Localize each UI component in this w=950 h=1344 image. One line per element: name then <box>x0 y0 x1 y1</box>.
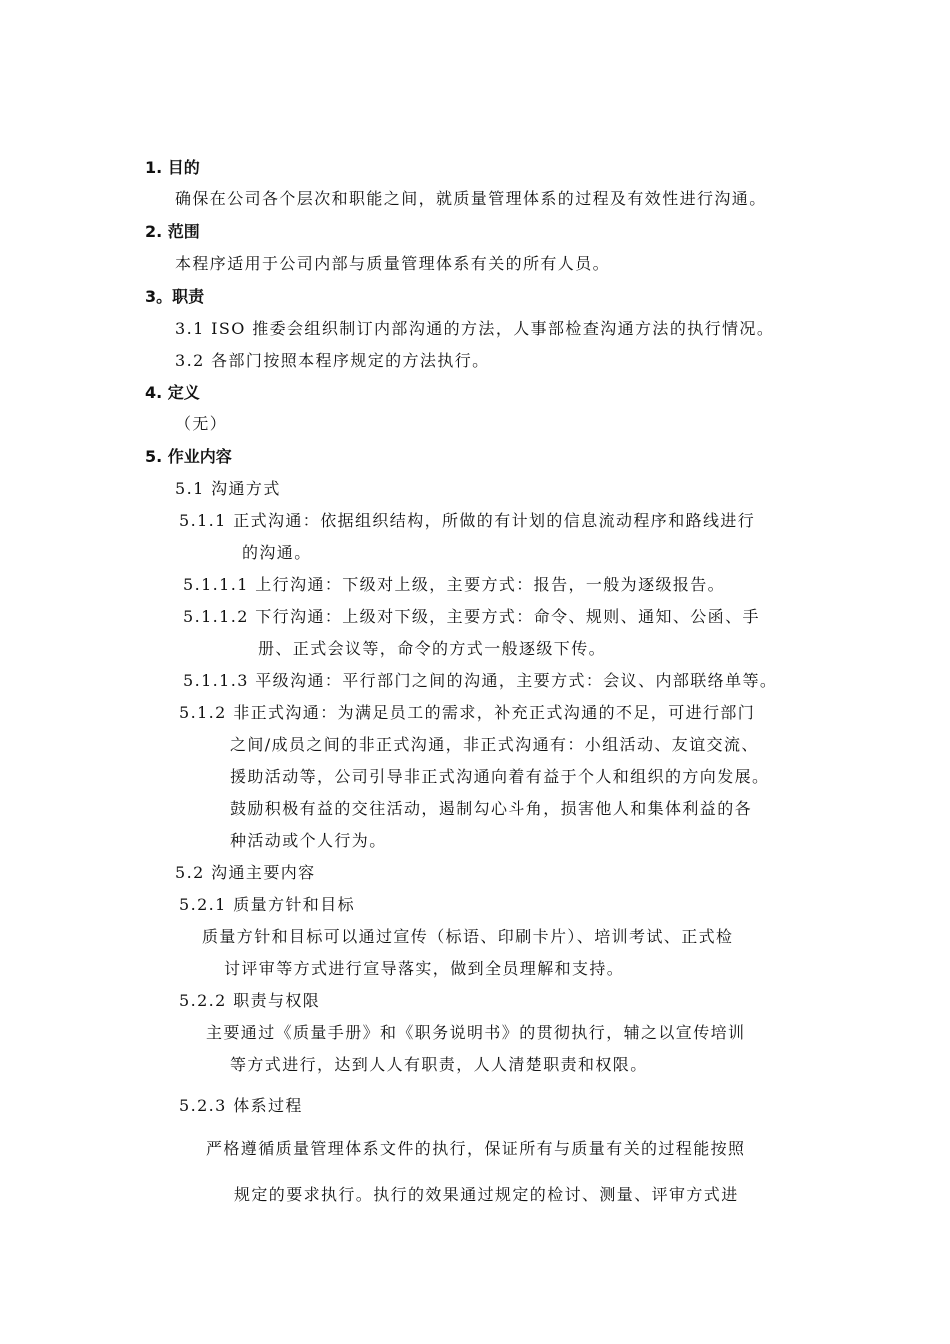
section-5-1-1-2-line-2: 册、正式会议等，命令的方式一般逐级下传。 <box>258 639 607 658</box>
section-5-1-heading: 5.1 沟通方式 <box>175 479 281 498</box>
section-1-heading: 1. 目的 <box>145 158 200 177</box>
section-2-heading: 2. 范围 <box>145 222 200 241</box>
section-5-1-1-line-2: 的沟通。 <box>242 543 312 562</box>
section-5-1-2-line-4: 鼓励积极有益的交往活动，遏制勾心斗角，损害他人和集体利益的各 <box>230 799 753 818</box>
section-5-1-1-2-line-1: 5.1.1.2 下行沟通：上级对下级，主要方式：命令、规则、通知、公函、手 <box>183 607 760 626</box>
section-1-body: 确保在公司各个层次和职能之间，就质量管理体系的过程及有效性进行沟通。 <box>175 189 767 208</box>
section-4-body: （无） <box>175 414 228 433</box>
section-5-1-2-line-1: 5.1.2 非正式沟通：为满足员工的需求，补充正式沟通的不足，可进行部门 <box>179 703 756 722</box>
section-5-2-3-line-1: 严格遵循质量管理体系文件的执行，保证所有与质量有关的过程能按照 <box>206 1139 746 1158</box>
section-5-2-3-line-2: 规定的要求执行。执行的效果通过规定的检讨、测量、评审方式进 <box>234 1185 739 1204</box>
section-5-1-1-3: 5.1.1.3 平级沟通：平行部门之间的沟通，主要方式：会议、内部联络单等。 <box>183 671 778 690</box>
section-2-body: 本程序适用于公司内部与质量管理体系有关的所有人员。 <box>175 254 611 273</box>
section-5-1-2-line-2: 之间/成员之间的非正式沟通，非正式沟通有：小组活动、友谊交流、 <box>230 735 759 754</box>
section-5-2-1-line-1: 质量方针和目标可以通过宣传（标语、印刷卡片）、培训考试、正式检 <box>202 927 734 946</box>
section-5-1-2-line-5: 种活动或个人行为。 <box>230 831 387 850</box>
section-3-heading: 3。职责 <box>145 287 205 306</box>
section-3-2: 3.2 各部门按照本程序规定的方法执行。 <box>175 351 490 370</box>
section-5-1-1-line-1: 5.1.1 正式沟通：依据组织结构，所做的有计划的信息流动程序和路线进行 <box>179 511 756 530</box>
section-5-1-2-line-3: 援助活动等，公司引导非正式沟通向着有益于个人和组织的方向发展。 <box>230 767 770 786</box>
section-4-heading: 4. 定义 <box>145 383 200 402</box>
section-5-2-heading: 5.2 沟通主要内容 <box>175 863 316 882</box>
section-5-heading: 5. 作业内容 <box>145 447 232 466</box>
section-3-1: 3.1 ISO 推委会组织制订内部沟通的方法，人事部检查沟通方法的执行情况。 <box>175 319 775 338</box>
section-5-2-3-heading: 5.2.3 体系过程 <box>179 1096 303 1115</box>
section-5-2-1-heading: 5.2.1 质量方针和目标 <box>179 895 355 914</box>
section-5-1-1-1: 5.1.1.1 上行沟通：下级对上级，主要方式：报告，一般为逐级报告。 <box>183 575 726 594</box>
section-5-2-2-line-2: 等方式进行，达到人人有职责，人人清楚职责和权限。 <box>230 1055 648 1074</box>
section-5-2-2-heading: 5.2.2 职责与权限 <box>179 991 321 1010</box>
section-5-2-1-line-2: 讨评审等方式进行宣导落实，做到全员理解和支持。 <box>224 959 625 978</box>
section-5-2-2-line-1: 主要通过《质量手册》和《职务说明书》的贯彻执行，辅之以宣传培训 <box>206 1023 746 1042</box>
